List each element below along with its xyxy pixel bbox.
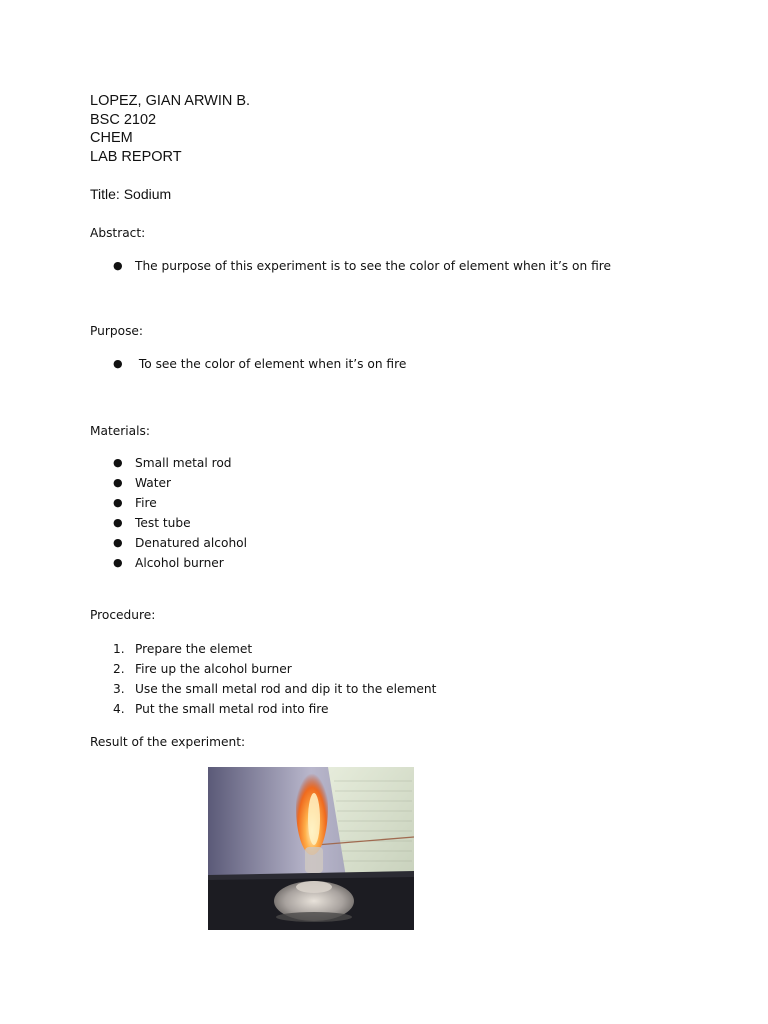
- experiment-photo: [208, 767, 414, 930]
- bullet-icon: ●: [113, 259, 123, 272]
- bullet-icon: ●: [113, 556, 123, 569]
- list-item-text: Test tube: [135, 516, 191, 530]
- bullet-icon: ●: [113, 357, 123, 370]
- step-number: 1.: [113, 642, 125, 656]
- procedure-heading: Procedure:: [90, 608, 156, 622]
- step-number: 2.: [113, 662, 125, 676]
- step-text: Use the small metal rod and dip it to the element: [135, 682, 437, 696]
- step-number: 4.: [113, 702, 125, 716]
- list-item-text: To see the color of element when it’s on fire: [135, 357, 407, 371]
- bullet-icon: ●: [113, 536, 123, 549]
- bullet-icon: ●: [113, 496, 123, 509]
- step-text: Fire up the alcohol burner: [135, 662, 292, 676]
- materials-heading: Materials:: [90, 424, 150, 438]
- bullet-icon: ●: [113, 476, 123, 489]
- list-item-text: Small metal rod: [135, 456, 232, 470]
- report-title: Title: Sodium: [90, 186, 172, 202]
- result-heading: Result of the experiment:: [90, 735, 246, 749]
- list-item-text: Water: [135, 476, 172, 490]
- document-type: LAB REPORT: [90, 149, 182, 166]
- author-block: [90, 92, 250, 167]
- list-item-text: The purpose of this experiment is to see the color of element when it’s on fire: [135, 259, 612, 273]
- abstract-heading: Abstract:: [90, 226, 146, 240]
- flame-test-image: [208, 767, 414, 930]
- course-section: BSC 2102: [90, 111, 157, 128]
- purpose-heading: Purpose:: [90, 324, 144, 338]
- author-name: LOPEZ, GIAN ARWIN B.: [90, 93, 251, 109]
- list-item-text: Alcohol burner: [135, 556, 224, 570]
- bullet-icon: ●: [113, 456, 123, 469]
- list-item-text: Denatured alcohol: [135, 536, 248, 550]
- step-number: 3.: [113, 682, 125, 696]
- step-text: Put the small metal rod into fire: [135, 702, 329, 716]
- step-text: Prepare the elemet: [135, 642, 253, 656]
- subject-name: CHEM: [90, 130, 133, 147]
- bullet-icon: ●: [113, 516, 123, 529]
- list-item-text: Fire: [135, 496, 157, 510]
